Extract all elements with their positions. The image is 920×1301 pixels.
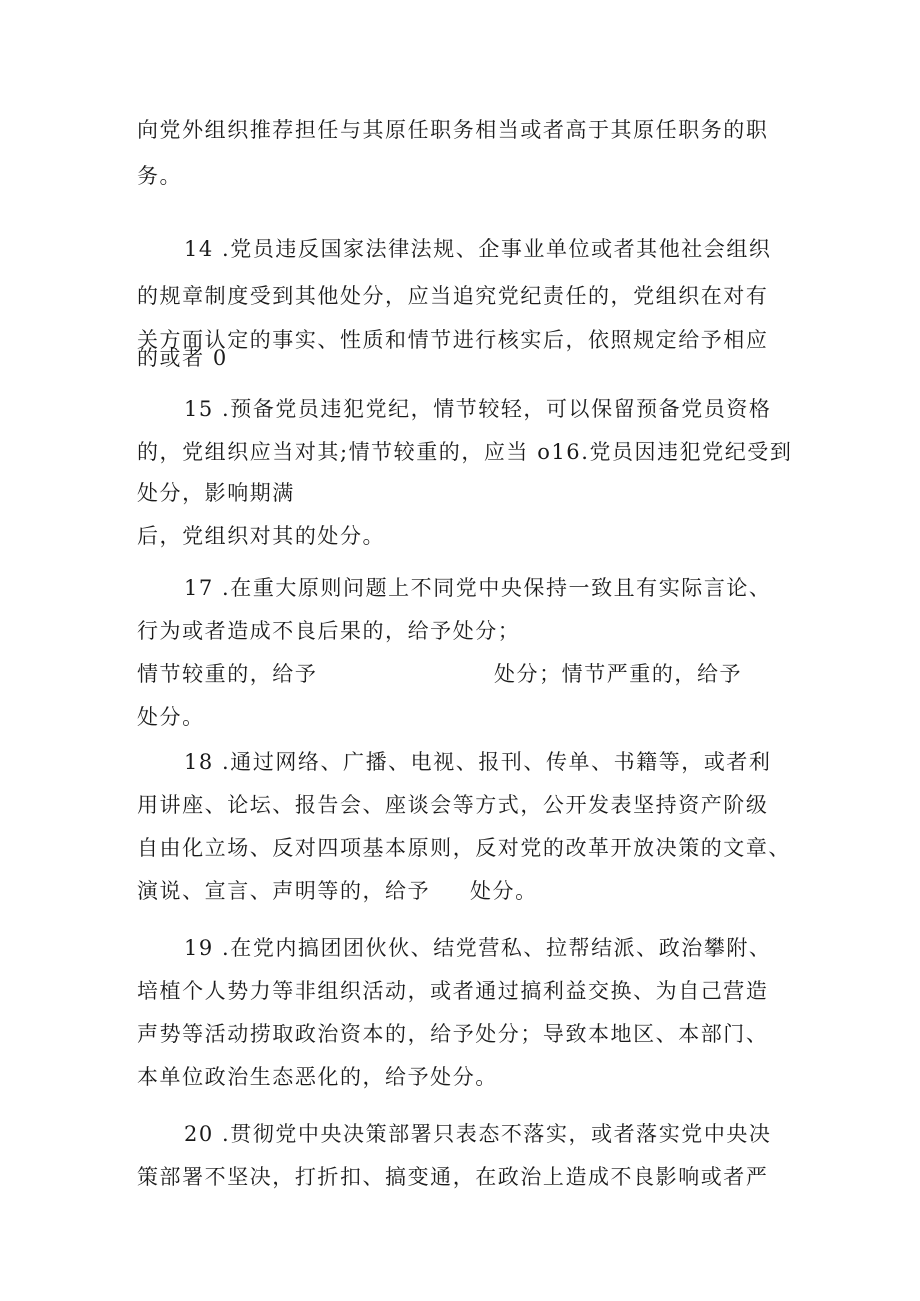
paragraph-14-start: 14 .党员违反国家法律法规、企事业单位或者其他社会组织 [184,237,772,261]
text-line: 培植个人势力等非组织活动，或者通过搞利益交换、为自己营造 [137,979,769,1003]
text-line: 的规章制度受到其他处分，应当追究党纪责任的，党组织在对有 [137,284,769,308]
text-line: 声势等活动捞取政治资本的，给予处分；导致本地区、本部门、 [137,1022,769,1046]
text-line: 务。 [137,164,183,188]
text-line: 向党外组织推荐担任与其原任职务相当或者高于其原任职务的职 [137,118,769,142]
text-line-fragment: 处分。 [470,879,538,903]
text-line: 情节较重的，给予 [137,662,318,686]
paragraph-20-start: 20 .贯彻党中央决策部署只表态不落实，或者落实党中央决 [184,1122,772,1146]
text-line: 关方面认定的事实、性质和情节进行核实后，依照规定给予相应 [137,328,769,352]
paragraph-17-start: 17 .在重大原则问题上不同党中央保持一致且有实际言论、 [184,576,772,600]
text-line: 策部署不坚决，打折扣、搞变通，在政治上造成不良影响或者严 [137,1165,769,1189]
text-line: 行为或者造成不良后果的，给予处分； [137,619,521,643]
text-line: 用讲座、论坛、报告会、座谈会等方式，公开发表坚持资产阶级 [137,793,769,817]
text-line-fragment: 处分；情节严重的，给予 [494,662,743,686]
text-line: 自由化立场、反对四项基本原则，反对党的改革开放决策的文章、 [137,836,791,860]
paragraph-19-start: 19 .在党内搞团团伙伙、结党营私、拉帮结派、政治攀附、 [184,936,772,960]
text-line: 处分，影响期满 [137,481,295,505]
text-line: 后，党组织对其的处分。 [137,524,386,548]
paragraph-15-start: 15 .预备党员违犯党纪，情节较轻，可以保留预备党员资格 [184,397,772,421]
text-line: 演说、宣言、声明等的，给予 [137,879,431,903]
paragraph-18-start: 18 .通过网络、广播、电视、报刊、传单、书籍等，或者利 [184,750,772,774]
text-line: 处分。 [137,705,205,729]
text-line: 本单位政治生态恶化的，给予处分。 [137,1065,498,1089]
text-line: 的，党组织应当对其;情节较重的，应当 o16.党员因违犯党纪受到 [137,440,793,464]
text-line: 的或者 0 [137,346,228,370]
